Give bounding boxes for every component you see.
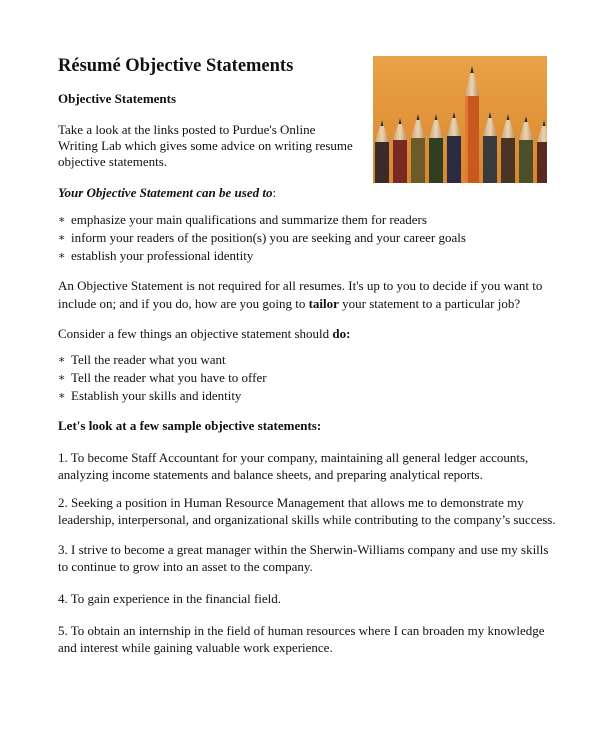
bullet-icon: ∗ <box>58 214 66 226</box>
sample-statement-3: 3. I strive to become a great manager within the Sherwin-Williams company and use my skills to continue to grow into an asset to the company. <box>58 542 549 574</box>
bullet-icon: ∗ <box>58 354 66 366</box>
samples-heading: Let's look at a few sample objective statements: <box>58 418 322 433</box>
consider-paragraph: Consider a few things an objective statement should do: <box>58 326 351 341</box>
intro-paragraph: Take a look at the links posted to Purdue's Online Writing Lab which gives some advice on writing resume objective statements. <box>58 122 353 169</box>
sample-statement-4: 4. To gain experience in the financial field. <box>58 591 282 606</box>
pencils-illustration <box>373 56 547 183</box>
page-title: Résumé Objective Statements <box>58 56 294 76</box>
consider-list <box>58 351 267 405</box>
sample-statement-5: 5. To obtain an internship in the field of human resources where I can broaden my knowledge and interest while gaining valuable work experience. <box>58 623 545 655</box>
used-label-emphasis: Your Objective Statement can be used to <box>58 185 273 200</box>
list-item: ∗ emphasize your main qualifications and summarize them for readers <box>58 212 427 227</box>
list-item: ∗ inform your readers of the position(s) you are seeking and your career goals <box>58 230 466 245</box>
tailor-emphasis: tailor <box>308 296 339 311</box>
section-heading: Objective Statements <box>58 91 177 106</box>
bullet-icon: ∗ <box>58 232 66 244</box>
bullet-icon: ∗ <box>58 250 66 262</box>
bullet-icon: ∗ <box>58 390 66 402</box>
bullet-icon: ∗ <box>58 372 66 384</box>
pencils-photo <box>373 56 547 183</box>
uses-list <box>58 211 466 265</box>
required-paragraph: An Objective Statement is not required for all resumes. It's up to you to decide if you want to include on; and if you do, how are you going to tailor your statement to a particular job? <box>58 278 543 311</box>
list-item: ∗ Tell the reader what you have to offer <box>58 370 267 385</box>
sample-statement-1: 1. To become Staff Accountant for your company, maintaining all general ledger accounts, analyzing income statements and balance sheets, and preparing analytical reports. <box>58 450 529 482</box>
used-label <box>58 185 276 201</box>
list-item: ∗ Tell the reader what you want <box>58 352 226 367</box>
list-item: ∗ Establish your skills and identity <box>58 388 242 403</box>
list-item: ∗ establish your professional identity <box>58 248 254 263</box>
sample-statement-2: 2. Seeking a position in Human Resource Management that allows me to demonstrate my leadership, interpersonal, and organizational skills while contributing to the company’s success. <box>58 495 556 527</box>
used-label-colon: : <box>272 185 277 200</box>
do-emphasis: do: <box>332 326 351 341</box>
